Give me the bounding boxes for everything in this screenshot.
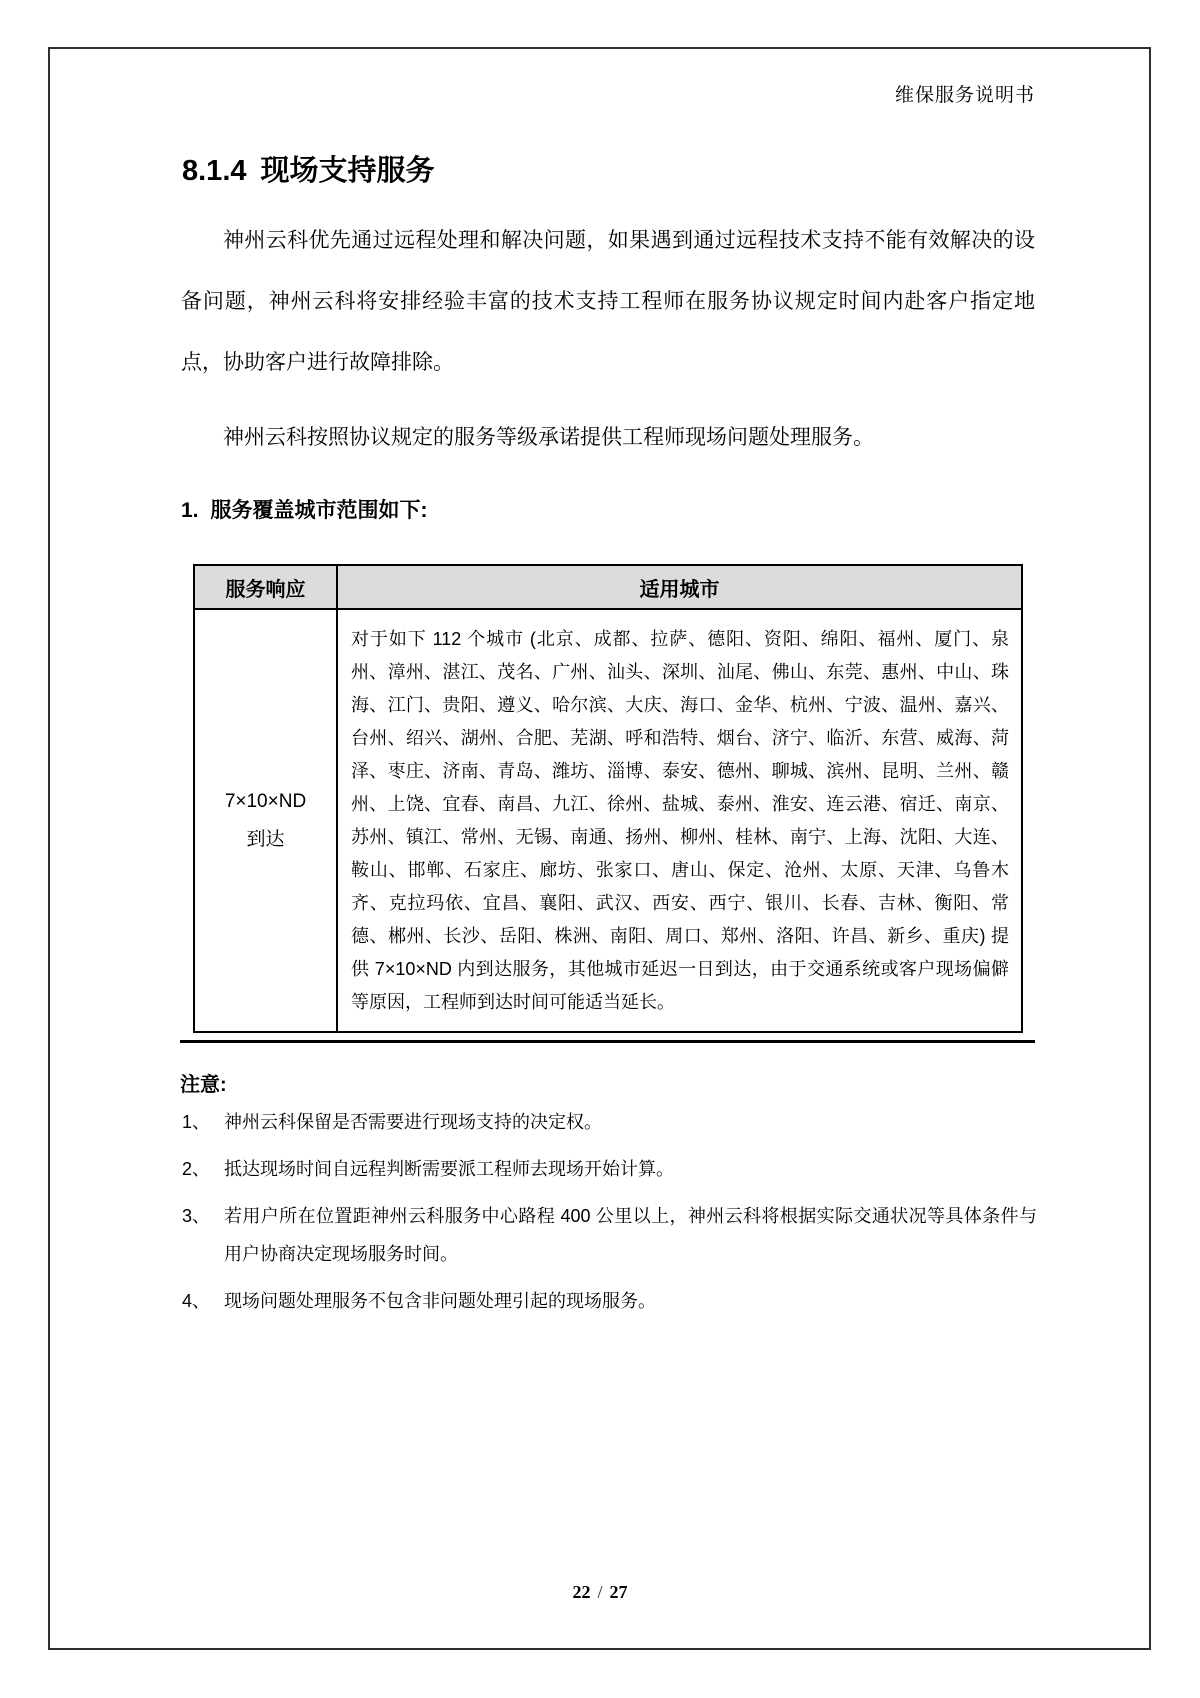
note-item [182, 1282, 1037, 1320]
coverage-heading-text: 服务覆盖城市范围如下: [210, 499, 428, 522]
col-header-cities: 适用城市 [337, 565, 1022, 609]
page-footer [0, 1582, 1200, 1603]
section-heading [182, 148, 435, 189]
note-text: 现场问题处理服务不包含非问题处理引起的现场服务。 [224, 1291, 656, 1311]
table-header-row [194, 565, 1022, 609]
coverage-table [193, 564, 1023, 1033]
table-row [194, 609, 1022, 1032]
note-number: 4、 [182, 1291, 211, 1311]
note-number: 1、 [182, 1112, 211, 1132]
page-number-total: 27 [609, 1582, 628, 1602]
note-number: 3、 [182, 1206, 211, 1226]
cell-service-response [194, 609, 337, 1032]
divider-rule [180, 1040, 1035, 1043]
coverage-heading-number: 1. [181, 499, 199, 522]
note-text: 抵达现场时间自远程判断需要派工程师去现场开始计算。 [224, 1159, 674, 1179]
col-header-response: 服务响应 [194, 565, 337, 609]
section-number: 8.1.4 [182, 155, 247, 187]
cell-applicable-cities: 对于如下 112 个城市 (北京、成都、拉萨、德阳、资阳、绵阳、福州、厦门、泉州、漳州、湛江、茂名、广州、汕头、深圳、汕尾、佛山、东莞、惠州、中山、珠海、江门、贵阳、遵义、哈尔滨、大庆、海口、金华、杭州、宁波、温州、嘉兴、台州、绍兴、湖州、合肥、芜湖、呼和浩特、烟台、济宁、临沂、东营、威海、菏泽、枣庄、济南、青岛、潍坊、淄博、泰安、德州、聊城、滨州、昆明、兰州、赣州、上饶、宜春、南昌、九江、徐州、盐城、泰州、淮安、连云港、宿迁、南京、苏州、镇江、常州、无锡、南通、扬州、柳州、桂林、南宁、上海、沈阳、大连、鞍山、邯郸、石家庄、廊坊、张家口、唐山、保定、沧州、太原、天津、乌鲁木齐、克拉玛依、宜昌、襄阳、武汉、西安、西宁、银川、长春、吉林、衡阳、常德、郴州、长沙、岳阳、株洲、南阳、周口、郑州、洛阳、许昌、新乡、重庆) 提供 7×10×ND 内到达服务，其他城市延迟一日到达，由于交通系统或客户现场偏僻等原因，工程师到达时间可能适当延长。 [337, 609, 1022, 1032]
paragraph-commitment: 神州云科按照协议规定的服务等级承诺提供工程师现场问题处理服务。 [223, 426, 874, 449]
document-header: 维保服务说明书 [894, 85, 1035, 106]
section-title: 现场支持服务 [260, 155, 435, 187]
page-number-separator: / [597, 1582, 603, 1602]
note-text: 神州云科保留是否需要进行现场支持的决定权。 [224, 1112, 602, 1132]
paragraph-intro: 神州云科优先通过远程处理和解决问题，如果遇到通过远程技术支持不能有效解决的设备问题，神州云科将安排经验丰富的技术支持工程师在服务协议规定时间内赴客户指定地点，协助客户进行故障排除。 [181, 229, 1035, 374]
service-response-line1: 7×10×ND [224, 790, 307, 812]
note-text: 若用户所在位置距神州云科服务中心路程 400 公里以上，神州云科将根据实际交通状况等具体条件与用户协商决定现场服务时间。 [224, 1206, 1037, 1264]
note-number: 2、 [182, 1159, 211, 1179]
notes-heading: 注意: [180, 1074, 227, 1096]
service-response-line2: 到达 [246, 828, 285, 850]
note-item [182, 1150, 1037, 1188]
note-item [182, 1197, 1037, 1273]
page-number-current: 22 [572, 1582, 591, 1602]
note-item [182, 1103, 1037, 1141]
coverage-heading [181, 494, 428, 524]
notes-list [182, 1103, 1037, 1329]
